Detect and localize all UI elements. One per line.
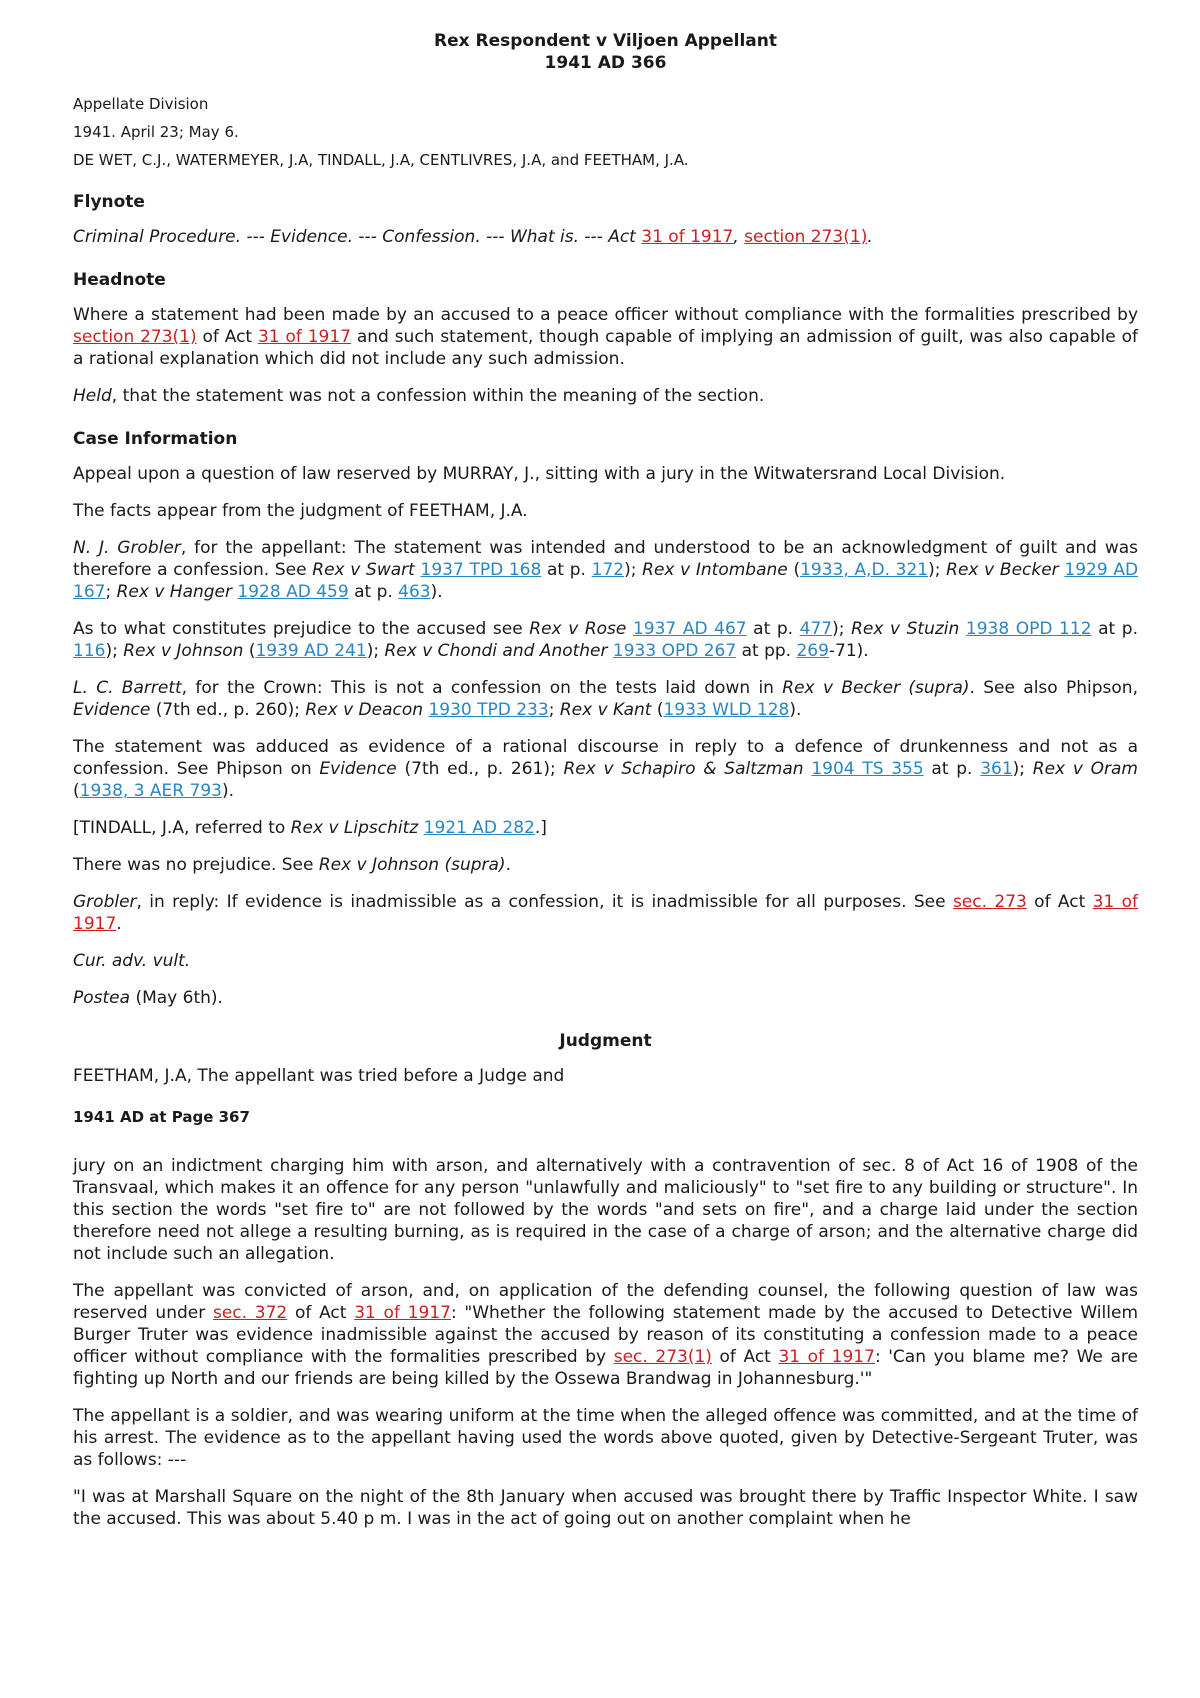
case-link[interactable]: 172 xyxy=(591,560,625,580)
bench-judges: DE WET, C.J., WATERMEYER, J.A, TINDALL, J.A, CENTLIVRES, J.A, and FEETHAM, J.A. xyxy=(73,151,689,169)
case-link[interactable]: 1937 AD 467 xyxy=(632,619,747,639)
case-link[interactable]: 1939 AD 241 xyxy=(255,641,367,661)
case-link[interactable]: 1937 TPD 168 xyxy=(420,560,542,580)
court-name: Appellate Division xyxy=(73,95,209,113)
case-name: Rex v Hanger xyxy=(116,582,233,602)
flynote-end: . xyxy=(867,227,873,247)
case-link[interactable]: 1928 AD 459 xyxy=(237,582,349,602)
flynote-italic: Criminal Procedure. --- Evidence. --- Confession. --- What is. --- Act xyxy=(73,227,642,247)
counsel-name: N. J. Grobler xyxy=(73,538,181,558)
text-run: of Act xyxy=(1026,892,1093,912)
case-name: Rex v Chondi and Another xyxy=(384,641,608,661)
book-title: Evidence xyxy=(319,759,397,779)
case-citation: 1941 AD 366 xyxy=(544,53,667,73)
text-run: at p. xyxy=(541,560,592,580)
text-run: ). xyxy=(430,582,443,602)
text-run: As to what constitutes prejudice to the accused see xyxy=(73,619,530,639)
case-link[interactable]: 361 xyxy=(980,759,1013,779)
judgment-paragraph: The appellant is a soldier, and was wearing uniform at the time when the alleged offence was committed, and at the time of his arrest. The evidence as to the appellant having used the words above quoted, given by Detective-Sergeant Truter, was as follows: --- xyxy=(73,1406,1138,1470)
legislation-link[interactable]: sec. 273(1) xyxy=(613,1347,712,1367)
text-run: at p. xyxy=(923,759,981,779)
prejudice-paragraph xyxy=(73,618,1138,662)
text-run: .] xyxy=(534,818,547,838)
case-title: Rex Respondent v Viljoen Appellant xyxy=(434,31,777,51)
judgment-paragraph: FEETHAM, J.A, The appellant was tried before a Judge and xyxy=(73,1066,565,1086)
text-run: ); xyxy=(1012,759,1033,779)
case-name: Rex v Schapiro & Saltzman xyxy=(563,759,804,779)
judgment-paragraph: "I was at Marshall Square on the night of the 8th January when accused was brought there by Traffic Inspector White. I saw the accused. This was about 5.40 p m. I was in the act of going out on another complaint when he xyxy=(73,1487,1138,1529)
text-run: The statement was adduced as evidence of a rational discourse in reply to a defence of drunkenness and not as a confession. See Phipson on xyxy=(73,737,1138,779)
case-name: Rex v Becker (supra) xyxy=(782,678,970,698)
text-run: ( xyxy=(787,560,801,580)
flynote-text xyxy=(73,226,1138,248)
tindall-note xyxy=(73,817,1138,839)
book-title: Evidence xyxy=(73,700,151,720)
cur-adv-vult-text: Cur. adv. vult. xyxy=(73,951,191,971)
case-name: Rex v Rose xyxy=(529,619,627,639)
headnote-heading: Headnote xyxy=(73,270,166,290)
crown-argument xyxy=(73,677,1138,721)
postea-paragraph xyxy=(73,987,1138,1009)
text-run: at pp. xyxy=(736,641,797,661)
case-name: Rex v Swart xyxy=(312,560,415,580)
text-run: ); xyxy=(366,641,385,661)
case-name: Rex v Becker xyxy=(946,560,1059,580)
judgment-paragraph xyxy=(73,1280,1138,1390)
case-name: Rex v Deacon xyxy=(305,700,424,720)
text-run: , for the appellant: The statement was intended and understood to be an acknowledgment of guilt and was therefore a confession. See xyxy=(73,538,1139,580)
case-link[interactable]: 1904 TS 355 xyxy=(811,759,924,779)
case-link[interactable]: 1929 AD 167 xyxy=(73,560,1139,602)
text-run: ( xyxy=(243,641,256,661)
appellant-argument xyxy=(73,537,1138,603)
case-name: Rex v Johnson (supra) xyxy=(318,855,506,875)
cur-adv-vult xyxy=(73,950,1138,972)
headnote-held xyxy=(73,385,1138,407)
case-link[interactable]: 1938 OPD 112 xyxy=(965,619,1092,639)
case-link[interactable]: 1921 AD 282 xyxy=(423,818,535,838)
legislation-link[interactable]: section 273(1) xyxy=(744,227,868,247)
legislation-link[interactable]: sec. 273 xyxy=(952,892,1027,912)
text-run: : "Whether the following statement made by the accused to Detective Willem Burger Truter was evidence inadmissible against the accused by reason of its constituting a confession made to a peace officer without compliance with the formalities prescribed by xyxy=(73,1303,1139,1367)
text-run: and such statement, though capable of implying an admission of guilt, was also capable of a rational explanation which did not include any such admission. xyxy=(73,327,1138,369)
case-name: Rex v Kant xyxy=(559,700,652,720)
text-run: ); xyxy=(832,619,852,639)
case-link[interactable]: 1930 TPD 233 xyxy=(428,700,549,720)
legislation-link[interactable]: 31 of 1917 xyxy=(778,1347,875,1367)
text-run: ); xyxy=(624,560,643,580)
case-name: Rex v Lipschitz xyxy=(290,818,419,838)
legislation-link[interactable]: section 273(1) xyxy=(73,327,197,347)
legislation-link[interactable]: 31 of 1917 xyxy=(257,327,351,347)
text-run: -71). xyxy=(828,641,869,661)
text-run: at p. xyxy=(1091,619,1138,639)
case-link[interactable]: 1933 OPD 267 xyxy=(612,641,737,661)
text-run: There was no prejudice. See xyxy=(73,855,319,875)
text-run: ). xyxy=(221,781,235,801)
case-info-heading: Case Information xyxy=(73,429,238,449)
case-link[interactable]: 1933, A,D. 321 xyxy=(800,560,929,580)
text-run: ( xyxy=(73,781,80,801)
text-run: (May 6th). xyxy=(130,988,223,1008)
no-prejudice-paragraph xyxy=(73,854,1138,876)
legislation-link[interactable]: 31 of 1917 xyxy=(641,227,734,247)
case-link[interactable]: 477 xyxy=(799,619,833,639)
text-run: : 'Can you blame me? We are fighting up North and our friends are being killed by the Ossewa Brandwag in Johannesburg.'" xyxy=(73,1347,1138,1389)
judgment-heading: Judgment xyxy=(559,1031,652,1051)
case-link[interactable]: 1938, 3 AER 793 xyxy=(79,781,222,801)
case-name: Rex v Oram xyxy=(1032,759,1138,779)
counsel-name: Grobler xyxy=(73,892,137,912)
case-link[interactable]: 463 xyxy=(398,582,431,602)
text-run: (7th ed., p. 261); xyxy=(396,759,564,779)
held-italic: Held xyxy=(73,386,112,406)
text-run: , that the statement was not a confession within the meaning of the section. xyxy=(111,386,765,406)
text-run: . xyxy=(116,914,122,934)
legislation-link[interactable]: 31 of 1917 xyxy=(354,1303,451,1323)
counsel-name: L. C. Barrett xyxy=(73,678,182,698)
text-run: of Act xyxy=(196,327,258,347)
text-run: The appellant was convicted of arson, and, on application of the defending counsel, the following question of law was reserved under xyxy=(73,1281,1138,1323)
case-info-paragraph: The facts appear from the judgment of FEETHAM, J.A. xyxy=(73,501,528,521)
text-run: , for the Crown: This is not a confession on the tests laid down in xyxy=(181,678,783,698)
flynote-separator: , xyxy=(733,227,745,247)
headnote-paragraph xyxy=(73,304,1138,370)
case-name: Rex v Intombane xyxy=(642,560,788,580)
text-run: . xyxy=(505,855,511,875)
page-marker: 1941 AD at Page 367 xyxy=(73,1108,250,1126)
legislation-link[interactable]: 31 of 1917 xyxy=(73,892,1138,934)
rational-discourse-paragraph xyxy=(73,736,1138,802)
text-run: at p. xyxy=(348,582,399,602)
text-run: ). xyxy=(789,700,802,720)
text-run: Where a statement had been made by an accused to a peace officer without compliance with the formalities prescribed by xyxy=(73,305,1138,325)
text-run: ); xyxy=(105,641,124,661)
legislation-link[interactable]: sec. 372 xyxy=(212,1303,288,1323)
text-run: of Act xyxy=(711,1347,779,1367)
text-run: at p. xyxy=(746,619,800,639)
judgment-paragraph: jury on an indictment charging him with arson, and alternatively with a contravention of sec. 8 of Act 16 of 1908 of the Transvaal, which makes it an offence for any person "unlawfully and maliciously" to "set fire to any building or structure". In this section the words "set fire to" are not followed by the words "and sets on fire", and a charge laid under the section therefore need not allege a resulting burning, as is required in the case of a charge of arson; and the alternative charge did not include such an allegation. xyxy=(73,1156,1138,1264)
text-run: ; xyxy=(105,582,117,602)
flynote-heading: Flynote xyxy=(73,192,145,212)
postea-italic: Postea xyxy=(73,988,131,1008)
case-link[interactable]: 269 xyxy=(796,641,829,661)
case-link[interactable]: 1933 WLD 128 xyxy=(663,700,790,720)
case-link[interactable]: 116 xyxy=(73,641,106,661)
case-name: Rex v Stuzin xyxy=(851,619,960,639)
text-run: , in reply: If evidence is inadmissible as a confession, it is inadmissible for all purposes. See xyxy=(136,892,953,912)
case-info-paragraph: Appeal upon a question of law reserved by MURRAY, J., sitting with a jury in the Witwatersrand Local Division. xyxy=(73,464,1006,484)
reply-paragraph xyxy=(73,891,1138,935)
text-run: [TINDALL, J.A, referred to xyxy=(73,818,291,838)
text-run: . See also Phipson, xyxy=(969,678,1138,698)
text-run: (7th ed., p. 260); xyxy=(150,700,306,720)
text-run: ( xyxy=(651,700,664,720)
hearing-dates: 1941. April 23; May 6. xyxy=(73,123,239,141)
text-run: ; xyxy=(548,700,560,720)
text-run: of Act xyxy=(287,1303,355,1323)
case-name: Rex v Johnson xyxy=(123,641,244,661)
text-run: ); xyxy=(928,560,947,580)
